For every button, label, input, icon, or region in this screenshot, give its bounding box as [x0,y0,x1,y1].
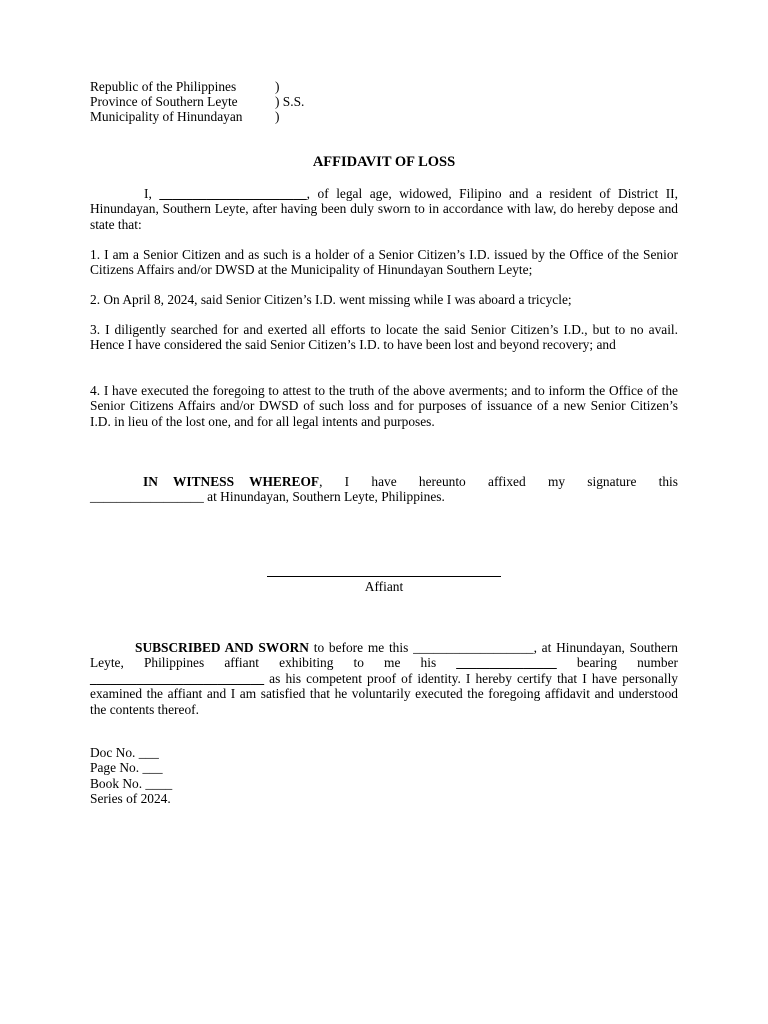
witness-bold: IN WITNESS WHEREOF [143,474,320,489]
affiant-label: Affiant [364,579,404,594]
intro-paragraph [90,186,678,232]
jurat-text-1: to before me this [308,640,414,655]
venue-province: Province of Southern Leyte [90,94,238,109]
venue-municipality-mark: ) [275,109,280,124]
doc-number: Doc No. ___ [90,745,159,760]
venue-row-country [90,79,304,94]
jurat-paragraph [90,640,678,717]
witness-paragraph [90,474,678,505]
jurat-text-4: as his competent proof of identity. I hereby certify that I have personally examined the affiant and I am satisfied that he voluntarily executed the foregoing affidavit and understood the contents thereof. [90,670,678,717]
notarial-register [90,745,172,806]
jurat-text-2: , at Hinundayan, Southern Leyte, Philippines affiant exhibiting to me his [90,640,678,671]
witness-text-2: at Hinundayan, Southern Leyte, Philippines. [203,489,445,505]
venue-row-province [90,94,304,109]
intro-prefix: I, [144,186,152,201]
book-number: Book No. ____ [90,775,173,791]
jurat-bold: SUBSCRIBED AND SWORN [135,640,309,655]
intro-text: , of legal age, widowed, Filipino and a resident of District II, Hinundayan, Southern Leyte, after having been duly sworn to in accordance with law, do hereby depose and state that: [90,186,678,232]
signature-line [267,576,501,577]
id-type-blank: _______________ [456,655,557,671]
id-number-blank: __________________________ [90,670,265,686]
venue-row-municipality [90,109,304,124]
item-3: 3. I diligently searched for and exerted all efforts to locate the said Senior Citizen’s I.D., but to no avail. Hence I have considered the said Senior Citizen’s I.D. to have been lost and beyond recovery; and [90,322,678,353]
item-1: 1. I am a Senior Citizen and as such is a holder of a Senior Citizen’s I.D. issued by the Office of the Senior Citizens Affairs and/or DWSD at the Municipality of Hinundayan Southern Leyte; [90,247,678,278]
date-blank: _________________ [90,489,204,505]
page-number: Page No. ___ [90,760,163,776]
document-title: AFFIDAVIT OF LOSS [312,154,456,170]
jurat-text-3: bearing number [556,655,678,671]
name-blank: ______________________ [159,186,307,201]
item-2: 2. On April 8, 2024, said Senior Citizen’s I.D. went missing while I was aboard a tricycle; [90,292,572,307]
series-year: Series of 2024. [90,790,171,806]
venue-country-mark: ) [275,79,280,94]
witness-text: , I have hereunto affixed my signature this [319,474,678,489]
jurat-date-blank: __________________ [413,640,534,655]
venue-country: Republic of the Philippines [90,79,237,94]
venue-province-mark: ) S.S. [275,94,305,109]
item-4: 4. I have executed the foregoing to attest to the truth of the above averments; and to inform the Office of the Senior Citizens Affairs and/or DWSD of such loss and for purposes of issuance of a new Senior Citizen’s I.D. in lieu of the lost one, and for all legal intents and purposes. [90,383,678,429]
venue-block [90,79,304,124]
venue-municipality: Municipality of Hinundayan [90,109,243,124]
